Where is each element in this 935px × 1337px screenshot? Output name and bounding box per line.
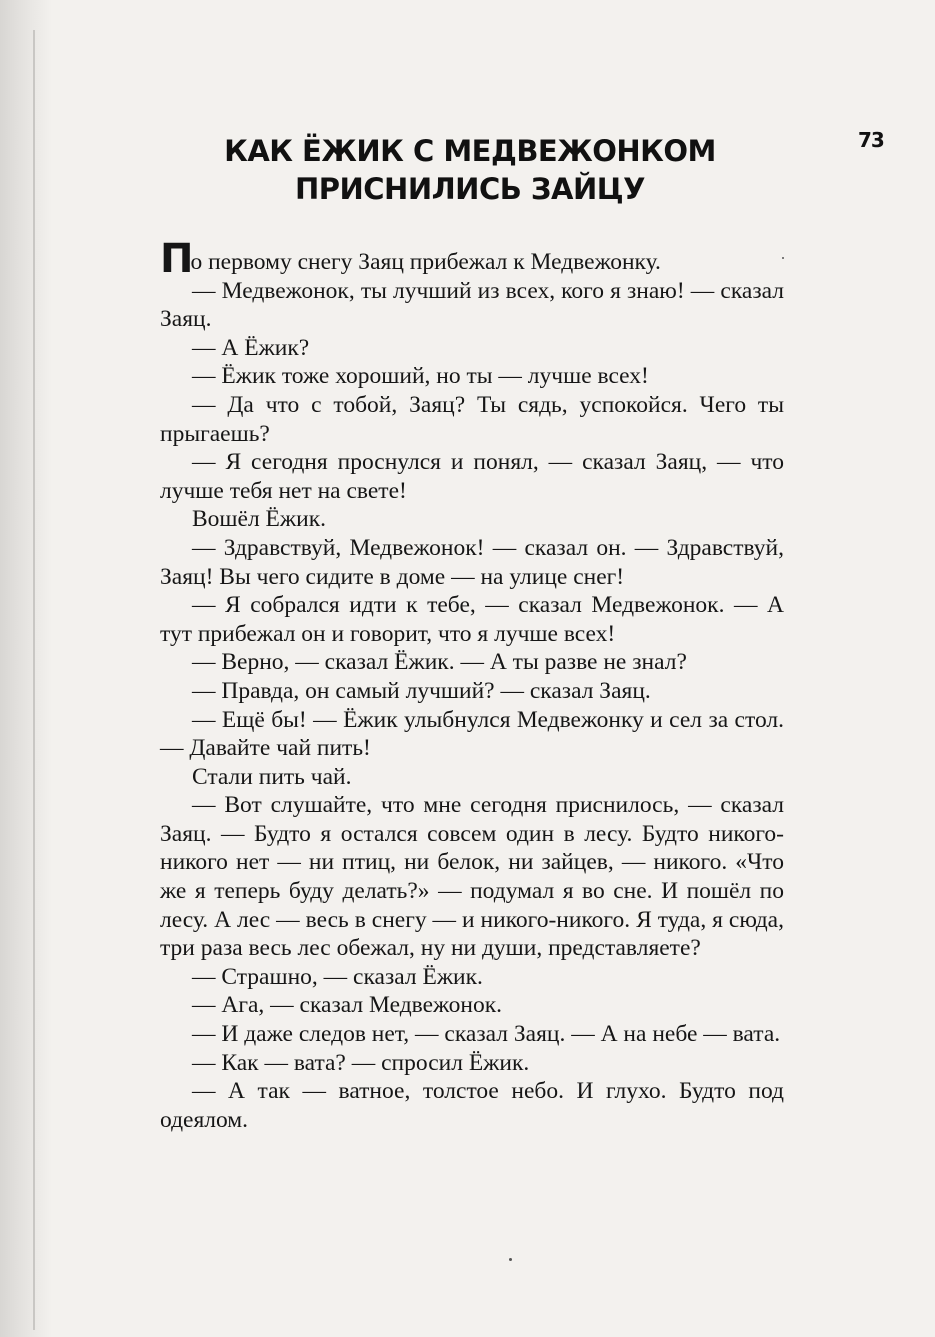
paragraph: — Верно, — сказал Ёжик. — А ты разве не знал? — [192, 649, 687, 676]
chapter-title-line-1: КАК ЁЖИК С МЕДВЕЖОНКОМ — [224, 134, 716, 168]
page-spine-shadow — [0, 0, 52, 1337]
print-speck — [509, 1258, 512, 1261]
paragraph: — Вот слушайте, что мне сегодня приснилось, — сказал Заяц. — Будто я остался совсем один в лесу. Будто никого-никого нет — ни птиц, ни белок, ни зайцев, — никого. «Что же я теперь буду делать?» — подумал я во сне. И пошёл по лесу. А лес — весь в снегу — и никого-никого. Я туда, я сюда, три раза весь лес обежал, ну ни души, представляете? — [160, 792, 784, 962]
paragraph — [160, 236, 784, 282]
paragraph: — Я сегодня проснулся и понял, — сказал Заяц, — что лучше тебя нет на свете! — [160, 449, 784, 504]
page-number: 73 — [858, 128, 884, 152]
paragraph: — Здравствуй, Медвежонок! — сказал он. — Здравствуй, Заяц! Вы чего сидите в доме — на улице снег! — [160, 534, 784, 590]
paragraph: — А Ёжик? — [192, 334, 310, 361]
paragraph: — Я собрался идти к тебе, — сказал Медвежонок. — А тут прибежал он и говорит, что я лучше всех! — [160, 592, 784, 647]
paragraph: — И даже следов нет, — сказал Заяц. — А на небе — вата. — [192, 1021, 781, 1048]
paragraph: — Да что с тобой, Заяц? Ты сядь, успокойся. Чего ты прыгаешь? — [160, 391, 784, 447]
paragraph: Вошёл Ёжик. — [192, 506, 327, 533]
drop-cap-letter: П — [160, 236, 191, 282]
chapter-title-line-2: ПРИСНИЛИСЬ ЗАЙЦУ — [294, 172, 646, 206]
paragraph: — Страшно, — сказал Ёжик. — [192, 963, 483, 990]
paragraph: — Медвежонок, ты лучший из всех, кого я знаю! — сказал Заяц. — [160, 277, 784, 333]
paragraph-text: о первому снегу Заяц прибежал к Медвежонку. — [190, 249, 661, 275]
print-speck — [782, 257, 784, 259]
page-spine-edge — [33, 30, 35, 1330]
story-text — [160, 236, 784, 1134]
paragraph: Стали пить чай. — [192, 763, 352, 790]
chapter-title — [160, 132, 780, 208]
paragraph: — Ага, — сказал Медвежонок. — [192, 992, 503, 1019]
paragraph: — Ёжик тоже хороший, но ты — лучше всех! — [192, 363, 649, 390]
paragraph: — Правда, он самый лучший? — сказал Заяц. — [192, 677, 651, 704]
paragraph: — А так — ватное, толстое небо. И глухо. Будто под одеялом. — [160, 1078, 784, 1133]
paragraph: — Ещё бы! — Ёжик улыбнулся Медвежонку и сел за стол. — Давайте чай пить! — [160, 706, 784, 762]
paragraph: — Как — вата? — спросил Ёжик. — [192, 1049, 530, 1076]
